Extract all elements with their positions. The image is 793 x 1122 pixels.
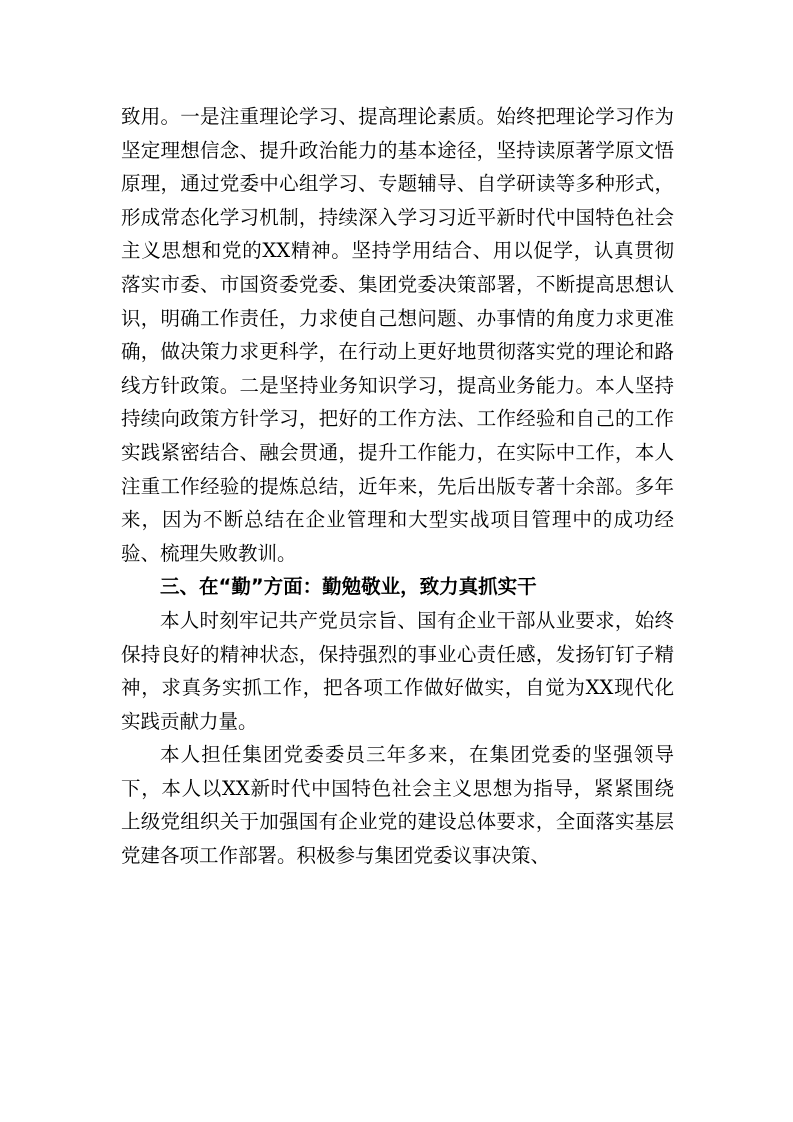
body-paragraph-1: 致用。一是注重理论学习、提高理论素质。始终把理论学习作为坚定理想信念、提升政治能力的基本途径，坚持读原著学原文悟原理，通过党委中心组学习、专题辅导、自学研读等多种形式，形成常态化学习机制，持续深入学习习近平新时代中国特色社会主义思想和党的XX精神。坚持学用结合、用以促学，认真贯彻落实市委、市国资委党委、集团党委决策部署，不断提高思想认识，明确工作责任，力求使自己想问题、办事情的角度力求更准确，做决策力求更科学，在行动上更好地贯彻落实党的理论和路线方针政策。二是坚持业务知识学习，提高业务能力。本人坚持持续向政策方针学习，把好的工作方法、工作经验和自己的工作实践紧密结合、融会贯通，提升工作能力，在实际中工作，本人注重工作经验的提炼总结，近年来，先后出版专著十余部。多年来，因为不断总结在企业管理和大型实战项目管理中的成功经验、梳理失败教训。 bbox=[121, 105, 674, 565]
document-body bbox=[121, 100, 674, 873]
section-heading: 三、在“勤”方面：勤勉敬业，致力真抓实干 bbox=[160, 575, 537, 599]
body-paragraph-3: 本人担任集团党委委员三年多来，在集团党委的坚强领导下，本人以XX新时代中国特色社会主义思想为指导，紧紧围绕上级党组织关于加强国有企业党的建设总体要求，全面落实基层党建各项工作部署。积极参与集团党委议事决策、 bbox=[121, 743, 674, 868]
body-paragraph-2: 本人时刻牢记共产党员宗旨、国有企业干部从业要求，始终保持良好的精神状态，保持强烈的事业心责任感，发扬钉钉子精神，求真务实抓工作，把各项工作做好做实，自觉为XX现代化实践贡献力量。 bbox=[121, 608, 674, 733]
